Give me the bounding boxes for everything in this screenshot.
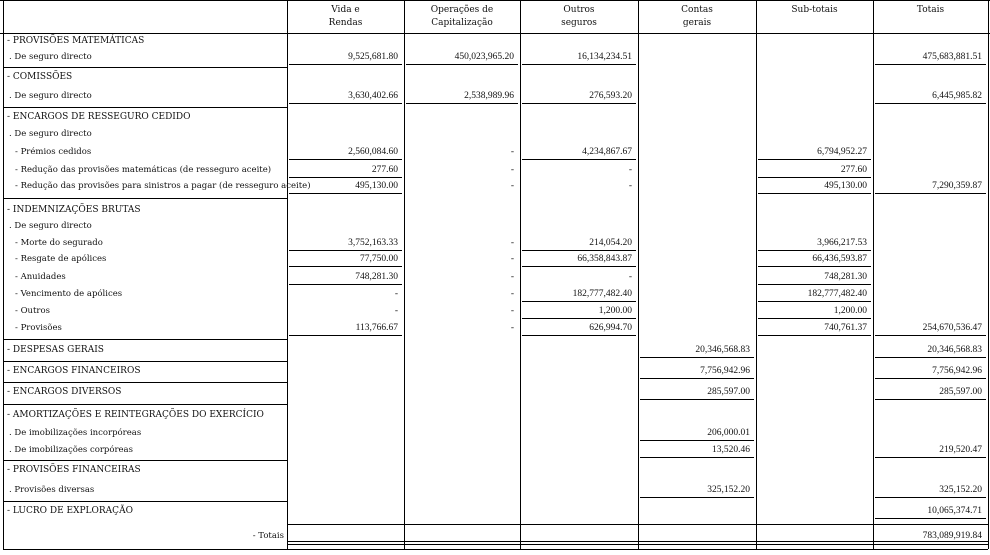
- row-label: - AMORTIZAÇÕES E REINTEGRAÇÕES DO EXERCÍCIO: [7, 410, 264, 420]
- cell-underline: [289, 335, 402, 336]
- row-label: - DESPESAS GERAIS: [7, 345, 104, 355]
- cell-value: 277.60: [371, 165, 398, 175]
- cell-underline: [640, 399, 754, 400]
- cell-value: 182,777,482.40: [572, 289, 632, 299]
- cell-value: -: [394, 289, 398, 299]
- header-bottom-border: [0, 33, 990, 34]
- row-label: - ENCARGOS DE RESSEGURO CEDIDO: [7, 112, 191, 122]
- cell-underline: [522, 266, 636, 267]
- cell-underline: [758, 193, 871, 194]
- cell-value: 748,281.30: [824, 272, 867, 282]
- cell-value: -: [628, 165, 632, 175]
- column-header: [287, 4, 404, 30]
- column-header-line2: seguros: [561, 18, 597, 28]
- cell-underline: [758, 335, 871, 336]
- cell-underline: [522, 250, 636, 251]
- column-header-line2: gerais: [682, 18, 712, 28]
- column-header: [756, 4, 873, 17]
- cell-value: 2,560,084.60: [348, 147, 398, 157]
- cell-value: 16,134,234.51: [577, 52, 632, 62]
- column-header-line2: Capitalização: [431, 18, 493, 28]
- cell-value: 450,023,965.20: [454, 52, 514, 62]
- cell-underline: [289, 193, 402, 194]
- column-divider: [638, 0, 639, 549]
- cell-underline: [875, 457, 986, 458]
- cell-value: -: [510, 272, 514, 282]
- row-label: - Redução das provisões matemáticas (de resseguro aceite): [15, 165, 272, 175]
- cell-value: -: [510, 289, 514, 299]
- row-label: - Redução das provisões para sinistros a pagar (de resseguro aceite): [15, 181, 311, 191]
- cell-value: 10,065,374.71: [927, 506, 982, 516]
- row-label: - COMISSÕES: [7, 72, 73, 82]
- cell-underline: [640, 497, 754, 498]
- row-label: - Resgate de apólices: [15, 254, 107, 264]
- cell-underline: [875, 64, 986, 65]
- cell-value: 66,358,843.87: [577, 254, 632, 264]
- cell-value: 740,761.37: [824, 323, 867, 333]
- cell-value: 6,445,985.82: [932, 91, 982, 101]
- cell-value: 325,152.20: [707, 485, 750, 495]
- cell-value: -: [510, 323, 514, 333]
- cell-underline: [758, 159, 871, 160]
- column-header-line1: Vida e: [331, 5, 360, 15]
- totals-bottom-border: [287, 541, 988, 542]
- row-label: . De seguro directo: [9, 129, 92, 139]
- cell-underline: [875, 399, 986, 400]
- cell-value: 626,994.70: [589, 323, 632, 333]
- cell-value: 276,593.20: [589, 91, 632, 101]
- cell-value: 6,794,952.27: [817, 147, 867, 157]
- cell-underline: [289, 159, 402, 160]
- row-label: . De seguro directo: [9, 52, 92, 62]
- cell-value: 20,346,568.83: [927, 345, 982, 355]
- row-label: - Prémios cedidos: [15, 147, 92, 157]
- column-header: [520, 4, 638, 30]
- column-header-line2: Sub-totais: [791, 5, 838, 15]
- table-top-border: [0, 0, 990, 1]
- totals-top-border: [287, 524, 988, 525]
- cell-underline: [758, 284, 871, 285]
- section-separator: [3, 382, 288, 383]
- cell-underline: [289, 103, 402, 104]
- cell-value: 254,670,536.47: [922, 323, 982, 333]
- cell-value: 285,597.00: [707, 387, 750, 397]
- column-header-line1: Contas: [681, 5, 713, 15]
- cell-value: 182,777,482.40: [807, 289, 867, 299]
- cell-value: 495,130.00: [824, 181, 867, 191]
- row-label: - PROVISÕES MATEMÁTICAS: [7, 36, 145, 46]
- cell-underline: [758, 250, 871, 251]
- cell-value: -: [510, 165, 514, 175]
- row-label: . Provisões diversas: [9, 485, 95, 495]
- cell-value: -: [394, 306, 398, 316]
- cell-value: 3,966,217.53: [817, 238, 867, 248]
- cell-underline: [522, 301, 636, 302]
- row-label: . De imobilizações incorpóreas: [9, 428, 142, 438]
- column-divider: [3, 0, 4, 549]
- cell-underline: [758, 177, 871, 178]
- row-label: . De seguro directo: [9, 91, 92, 101]
- cell-underline: [640, 457, 754, 458]
- cell-value: 2,538,989.96: [464, 91, 514, 101]
- cell-underline: [289, 64, 402, 65]
- section-separator: [3, 67, 288, 68]
- cell-underline: [522, 64, 636, 65]
- cell-underline: [289, 266, 402, 267]
- cell-value: 214,054.20: [589, 238, 632, 248]
- cell-value: 748,281.30: [355, 272, 398, 282]
- row-label: . De seguro directo: [9, 221, 92, 231]
- cell-underline: [522, 318, 636, 319]
- cell-underline: [289, 177, 402, 178]
- cell-underline: [522, 103, 636, 104]
- cell-underline: [875, 378, 986, 379]
- cell-underline: [875, 103, 986, 104]
- cell-value: -: [510, 306, 514, 316]
- cell-underline: [640, 378, 754, 379]
- column-header-line1: Outros: [563, 5, 595, 15]
- cell-value: 219,520.47: [939, 445, 982, 455]
- cell-value: -: [628, 272, 632, 282]
- column-header: [404, 4, 520, 30]
- cell-underline: [640, 440, 754, 441]
- cell-underline: [758, 318, 871, 319]
- cell-value: 20,346,568.83: [695, 345, 750, 355]
- column-header: [873, 4, 988, 17]
- row-label: . De imobilizações corpóreas: [9, 445, 133, 455]
- cell-underline: [406, 64, 518, 65]
- cell-underline: [875, 518, 986, 519]
- cell-underline: [758, 301, 871, 302]
- cell-underline: [406, 103, 518, 104]
- cell-value: -: [510, 147, 514, 157]
- row-label: - PROVISÕES FINANCEIRAS: [7, 465, 141, 475]
- section-separator: [3, 460, 288, 461]
- cell-underline: [875, 335, 986, 336]
- cell-value: -: [510, 181, 514, 191]
- column-divider: [873, 0, 874, 549]
- cell-value: 9,525,681.80: [348, 52, 398, 62]
- row-label: - Outros: [15, 306, 50, 316]
- cell-underline: [522, 335, 636, 336]
- cell-value: 285,597.00: [939, 387, 982, 397]
- cell-value: 277.60: [840, 165, 867, 175]
- row-label: - LUCRO DE EXPLORAÇÃO: [7, 506, 133, 516]
- section-separator: [3, 404, 288, 405]
- cell-value: 1,200.00: [598, 306, 632, 316]
- cell-value: 7,290,359.87: [932, 181, 982, 191]
- cell-underline: [289, 250, 402, 251]
- totals-label: - Totais: [252, 531, 284, 541]
- column-header: [638, 4, 756, 30]
- row-label: - Morte do segurado: [15, 238, 103, 248]
- row-label: - ENCARGOS DIVERSOS: [7, 387, 122, 397]
- section-separator: [3, 198, 288, 199]
- totals-double-border: [287, 544, 988, 545]
- cell-value: 325,152.20: [939, 485, 982, 495]
- cell-underline: [640, 357, 754, 358]
- cell-value: -: [510, 254, 514, 264]
- cell-underline: [875, 193, 986, 194]
- cell-underline: [875, 497, 986, 498]
- cell-value: 1,200.00: [833, 306, 867, 316]
- row-label: - Provisões: [15, 323, 62, 333]
- column-divider: [988, 0, 989, 549]
- cell-underline: [289, 284, 402, 285]
- column-header-line2: Rendas: [328, 18, 363, 28]
- row-label: - Anuidades: [15, 272, 66, 282]
- grand-total-value: 783,089,919.84: [922, 531, 982, 541]
- cell-value: 3,752,163.33: [348, 238, 398, 248]
- cell-value: -: [510, 238, 514, 248]
- cell-value: 475,683,881.51: [922, 52, 982, 62]
- cell-value: 7,756,942.96: [700, 366, 750, 376]
- section-separator: [3, 339, 288, 340]
- cell-value: 77,750.00: [360, 254, 398, 264]
- cell-value: 13,520.46: [712, 445, 750, 455]
- table-bottom-border: [3, 549, 988, 550]
- cell-value: 113,766.67: [355, 323, 398, 333]
- cell-underline: [875, 357, 986, 358]
- cell-underline: [522, 159, 636, 160]
- cell-value: 3,630,402.66: [348, 91, 398, 101]
- cell-underline: [758, 266, 871, 267]
- column-header-line1: Operações de: [430, 5, 494, 15]
- cell-value: 206,000.01: [707, 428, 750, 438]
- cell-value: 4,234,867.67: [582, 147, 632, 157]
- row-label: - INDEMNIZAÇÕES BRUTAS: [7, 205, 141, 215]
- cell-value: -: [628, 181, 632, 191]
- cell-value: 495,130.00: [355, 181, 398, 191]
- section-separator: [3, 361, 288, 362]
- cell-value: 66,436,593.87: [812, 254, 867, 264]
- cell-value: 7,756,942.96: [932, 366, 982, 376]
- section-separator: [3, 501, 288, 502]
- column-header-line2: Totais: [916, 5, 945, 15]
- row-label: - Vencimento de apólices: [15, 289, 123, 299]
- row-label: - ENCARGOS FINANCEIROS: [7, 366, 141, 376]
- section-separator: [3, 107, 288, 108]
